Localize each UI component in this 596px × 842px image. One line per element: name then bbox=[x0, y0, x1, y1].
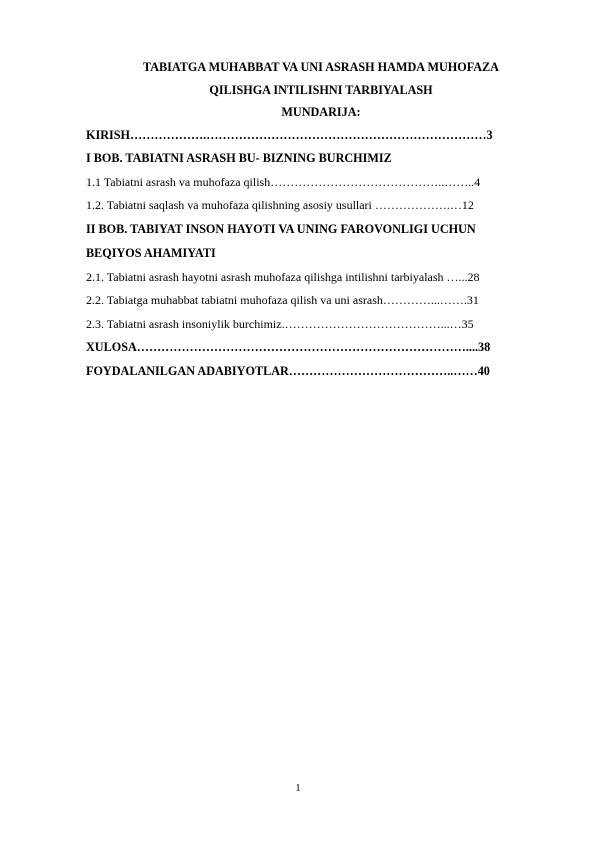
document-title-line-1: TABIATGA MUHABBAT VA UNI ASRASH HAMDA MUHOFAZA bbox=[143, 60, 499, 74]
page-number: 1 bbox=[295, 782, 301, 794]
toc-entry-kirish: KIRISH……………….……………………………………………………………3 bbox=[86, 128, 493, 142]
toc-chapter-2-heading-line-2: BEQIYOS AHAMIYATI bbox=[86, 246, 216, 260]
toc-entry-2-3: 2.3. Tabiatni asrash insoniylik burchimiz.…………………………………...…35 bbox=[86, 317, 474, 331]
toc-entry-2-1: 2.1. Tabiatni asrash hayotni asrash muhofaza qilishga intilishni tarbiyalash …...28 bbox=[86, 270, 480, 284]
toc-chapter-2-heading-line-1: II BOB. TABIYAT INSON HAYOTI VA UNING FAROVONLIGI UCHUN bbox=[86, 222, 476, 236]
toc-entry-2-2: 2.2. Tabiatga muhabbat tabiatni muhofaza qilish va uni asrash…………...…….31 bbox=[86, 293, 479, 307]
toc-entry-adabiyotlar: FOYDALANILGAN ADABIYOTLAR…………………………………..……40 bbox=[86, 364, 490, 378]
toc-entry-1-1: 1.1 Tabiatni asrash va muhofaza qilish……………………………………..……..4 bbox=[86, 175, 481, 189]
toc-entry-xulosa: XULOSA………………………………………………………………………....38 bbox=[86, 340, 491, 354]
toc-entry-1-2: 1.2. Tabiatni saqlash va muhofaza qilishning asosiy usullari ……………….…12 bbox=[86, 198, 474, 212]
document-title-line-2: QILISHGA INTILISHNI TARBIYALASH bbox=[209, 83, 433, 97]
contents-heading: MUNDARIJA: bbox=[281, 105, 361, 119]
toc-chapter-1-heading: I BOB. TABIATNI ASRASH BU- BIZNING BURCHIMIZ bbox=[86, 151, 392, 165]
